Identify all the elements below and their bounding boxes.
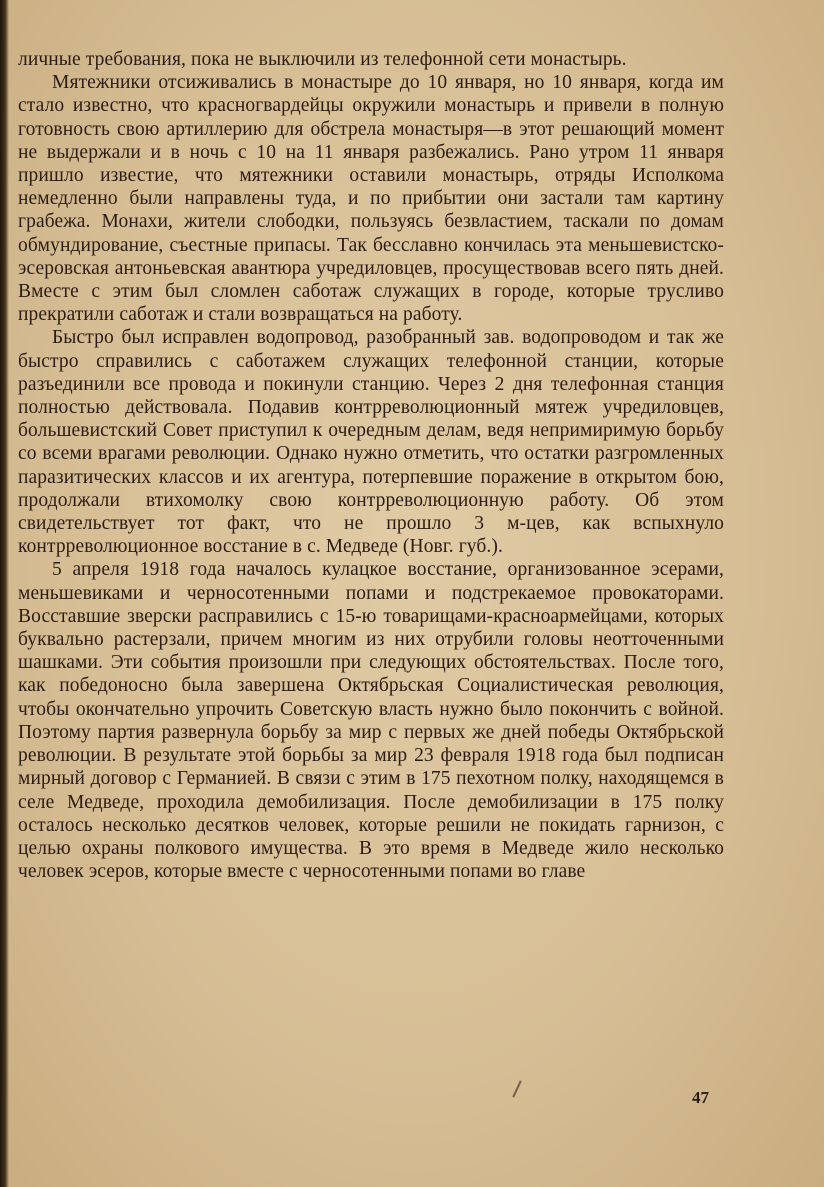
stray-pencil-mark (512, 1080, 521, 1097)
page-spine-shadow (0, 0, 9, 1187)
paragraph-continuation: личные требования, пока не выключили из телефонной сети монастырь. (18, 49, 627, 70)
paragraph-water-supply: Быстро был исправлен водопровод, разобранный зав. водопроводом и так же быстро справились с саботажем служащих телефонной станции, которые разъединили все провода и покинули станцию. Через 2 дня телефонная станция полностью действовала. Подавив контрреволюционный мятеж учредиловцев, большевистский Совет приступил к очередным делам, ведя непримиримую борьбу со всеми врагами революции. Однако нужно отметить, что остатки разгромленных паразитических классов и их агентура, потерпевшие поражение в открытом бою, продолжали втихомолку свою контрреволюционную работу. Об этом свидетельствует тот факт, что не прошло 3 м-цев, как вспыхнуло контрреволюционное восстание в с. Медведе (Новг. губ.). (18, 327, 724, 558)
paragraph-kulak-uprising: 5 апреля 1918 года началось кулацкое восстание, организованное эсерами, меньшевиками и черносотенными попами и подстрекаемое провокаторами. Восставшие зверски расправились с 15-ю товарищами-красноармейцами, которых буквально растерзали, причем многим из них отрубили головы неотточенными шашками. Эти события произошли при следующих обстоятельствах. После того, как победоносно была завершена Октябрьская Социалистическая революция, чтобы окончательно упрочить Советскую власть нужно было покончить с войной. Поэтому партия развернула борьбу за мир с первых же дней победы Октябрьской революции. В результате этой борьбы за мир 23 февраля 1918 года был подписан мирный договор с Германией. В связи с этим в 175 пехотном полку, находящемся в селе Медведе, проходила демобилизация. После демобилизации в 175 полку осталось несколько десятков человек, которые решили не покидать гарнизон, с целью охраны полкового имущества. В это время в Медведе жило несколько человек эсеров, которые вместе с черносотенными попами во главе (18, 559, 724, 883)
paragraph-rebels-monastery: Мятежники отсиживались в монастыре до 10 января, но 10 января, когда им стало известно, что красногвардейцы окружили монастырь и привели в полную готовность свою артиллерию для обстрела монастыря—в этот решающий момент не выдержали и в ночь с 10 на 11 января разбежались. Рано утром 11 января пришло известие, что мятежники оставили монастырь, отряды Исполкома немедленно были направлены туда, и по прибытии они застали там картину грабежа. Монахи, жители слободки, пользуясь безвластием, таскали по домам обмундирование, съестные припасы. Так бесславно кончилась эта меньшевистско-эсеровская антоньевская авантюра учредиловцев, просуществовав всего пять дней. Вместе с этим был сломлен саботаж служащих в городе, которые трусливо прекратили саботаж и стали возвращаться на работу. (18, 72, 724, 326)
page-text-body (18, 48, 724, 883)
page-number: 47 (692, 1088, 709, 1107)
